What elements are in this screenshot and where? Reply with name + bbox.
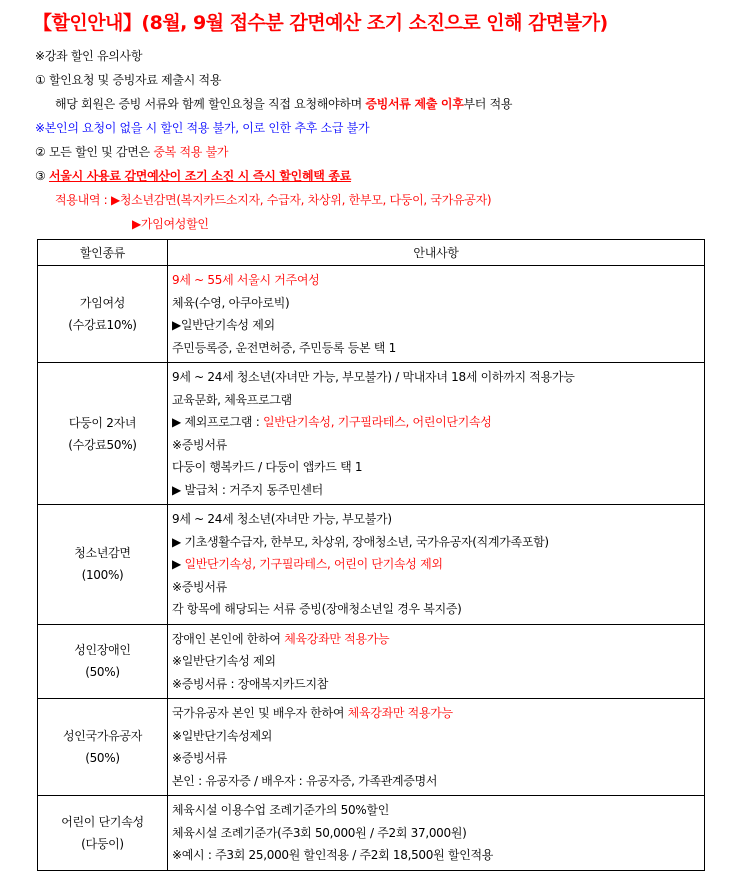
discount-type-cell: [38, 796, 168, 871]
guide-line: [172, 628, 704, 651]
note-item-2: [35, 140, 512, 164]
apply-list-line-2: [35, 212, 512, 236]
note-item-1-detail-emphasis: 증빙서류 제출 이후: [365, 97, 464, 111]
guide-line: [172, 725, 704, 748]
guide-line-text: 9세 ~ 24세 청소년(자녀만 가능, 부모불가): [172, 512, 392, 526]
table-row: [38, 796, 705, 871]
guide-line-text: 장애인 본인에 한하여: [172, 631, 285, 646]
guide-line-text: ※증빙서류: [172, 437, 227, 452]
guide-line: [172, 389, 704, 412]
guide-line-emphasis: 일반단기속성, 기구필라테스, 어린이단기속성: [262, 415, 492, 429]
table-row: [38, 505, 705, 625]
discount-type-name: 성인국가유공자: [62, 729, 143, 743]
header-discount-type: 할인종류: [38, 240, 168, 266]
note-item-2-text: ② 모든 할인 및 감면은: [35, 145, 154, 159]
guide-line: [172, 770, 704, 793]
discount-type-name: 어린이 단기속성: [61, 814, 144, 829]
guide-line: [172, 292, 704, 315]
guide-cell: [168, 624, 705, 699]
guide-line: [172, 702, 704, 725]
guide-line-text: 체육(수영, 아쿠아로빅): [172, 295, 290, 310]
table-row: [38, 624, 705, 699]
guide-line: [172, 508, 704, 531]
table-row: [38, 363, 705, 505]
guide-line-text: 다둥이 행복카드 / 다둥이 앱카드 택 1: [172, 460, 363, 474]
guide-cell: [168, 363, 705, 505]
guide-line: [172, 822, 704, 845]
table-body: [38, 266, 705, 871]
guide-line-text: 9세 ~ 55세 서울시 거주여성: [172, 273, 320, 287]
notes-header: ※강좌 할인 유의사항: [35, 49, 143, 63]
guide-line-text: ▶ 제외프로그램 :: [172, 415, 263, 429]
guide-line: [172, 531, 704, 554]
table-header-row: [38, 240, 705, 266]
guide-line-text: 각 항목에 해당되는 서류 증빙(장애청소년일 경우 복지증): [172, 602, 462, 616]
guide-line-text: ※일반단기속성제외: [172, 728, 273, 743]
guide-line: [172, 799, 704, 822]
note-item-1-detail-a: 해당 회원은 증빙 서류와 함께 할인요청을 직접 요청해야하며: [55, 97, 366, 111]
discount-type-cell: [38, 624, 168, 699]
guide-line-text: ▶일반단기속성 제외: [172, 318, 275, 332]
note-item-2-emphasis: 중복 적용 불가: [153, 145, 229, 159]
discount-type-cell: [38, 505, 168, 625]
guide-line-text: 체육시설 이용수업 조례기준가의 50%할인: [172, 803, 389, 817]
guide-cell: [168, 796, 705, 871]
discount-table: [37, 239, 705, 871]
guide-line-text: 주민등록증, 운전면허증, 주민등록 등본 택 1: [172, 340, 396, 355]
discount-type-name: 성인장애인: [74, 643, 131, 658]
guide-line: [172, 456, 704, 479]
guide-line: [172, 411, 704, 434]
guide-line-emphasis: 체육강좌만 적용가능: [347, 706, 453, 720]
guide-line: [172, 650, 704, 673]
guide-line: [172, 576, 704, 599]
guide-line-text: ※일반단기속성 제외: [172, 654, 276, 668]
table-row: [38, 699, 705, 796]
guide-line: [172, 434, 704, 457]
discount-type-cell: [38, 363, 168, 505]
guide-line: [172, 598, 704, 621]
note-item-1: ① 할인요청 및 증빙자료 제출시 적용: [35, 73, 222, 87]
guide-line-emphasis: 일반단기속성, 기구필라테스, 어린이 단기속성 제외: [184, 557, 443, 571]
note-item-3-prefix: ③: [35, 169, 49, 183]
guide-cell: [168, 266, 705, 363]
guide-line-text: 9세 ~ 24세 청소년(자녀만 가능, 부모불가) / 막내자녀 18세 이하까지 적용가능: [172, 370, 575, 384]
guide-line: [172, 844, 704, 867]
discount-type-name: 다둥이 2자녀: [68, 415, 137, 430]
guide-line: [172, 366, 704, 389]
guide-line: [172, 553, 704, 576]
discount-rate: (50%): [85, 751, 120, 765]
guide-line-text: ※증빙서류 : 장애복지카드지참: [172, 676, 329, 691]
discount-rate: (수강료50%): [68, 437, 137, 452]
guide-line: [172, 314, 704, 337]
guide-cell: [168, 505, 705, 625]
discount-type-name: 청소년감면: [74, 546, 131, 561]
guide-line-text: ※증빙서류: [172, 579, 227, 594]
guide-line-text: ▶ 발급처 : 거주지 동주민센터: [172, 482, 323, 497]
discount-type-name: 가임여성: [79, 296, 126, 310]
header-guide: 안내사항: [168, 240, 705, 266]
guide-line: [172, 269, 704, 292]
guide-line-text: ※증빙서류: [172, 751, 227, 765]
guide-cell: [168, 699, 705, 796]
note-item-3: [35, 164, 512, 188]
discount-rate: (50%): [85, 665, 120, 680]
apply-item-2: ▶가임여성할인: [132, 217, 209, 231]
guide-line-text: ▶ 기초생활수급자, 한부모, 차상위, 장애청소년, 국가유공자(직계가족포함): [172, 534, 549, 549]
guide-line-text: ※예시 : 주3회 25,000원 할인적용 / 주2회 18,500원 할인적용: [172, 848, 494, 862]
guide-line: [172, 747, 704, 770]
discount-type-cell: [38, 699, 168, 796]
note-item-3-text: 서울시 사용료 감면예산이 조기 소진 시 즉시 할인혜택 종료: [48, 169, 352, 183]
discount-notes: [35, 44, 512, 236]
apply-list-line-1: [35, 188, 512, 212]
guide-line-emphasis: 체육강좌만 적용가능: [284, 631, 390, 646]
guide-line: [172, 479, 704, 502]
guide-line-text: 교육문화, 체육프로그램: [172, 392, 292, 407]
apply-item-1: ▶청소년감면(복지카드소지자, 수급자, 차상위, 한부모, 다둥이, 국가유공자): [110, 193, 492, 207]
note-blue-warning: ※본인의 요청이 없을 시 할인 적용 불가, 이로 인한 추후 소급 불가: [35, 121, 370, 135]
note-item-1-detail: [35, 92, 512, 116]
discount-rate: (100%): [81, 568, 124, 583]
guide-line-text: 체육시설 조례기준가(주3회 50,000원 / 주2회 37,000원): [172, 825, 467, 840]
note-item-1-detail-c: 부터 적용: [463, 97, 513, 111]
discount-rate: (다둥이): [81, 836, 124, 851]
guide-line-text: 본인 : 유공자증 / 배우자 : 유공자증, 가족관계증명서: [172, 773, 438, 788]
guide-line: [172, 337, 704, 360]
guide-line-text: 국가유공자 본인 및 배우자 한하여: [172, 706, 348, 720]
discount-rate: (수강료10%): [68, 318, 137, 332]
guide-line-text: ▶: [172, 557, 185, 571]
page-title: 【할인안내】(8월, 9월 접수분 감면예산 조기 소진으로 인해 감면불가): [33, 12, 608, 34]
discount-type-cell: [38, 266, 168, 363]
table-row: [38, 266, 705, 363]
apply-label: 적용내역 :: [55, 193, 111, 207]
guide-line: [172, 673, 704, 696]
